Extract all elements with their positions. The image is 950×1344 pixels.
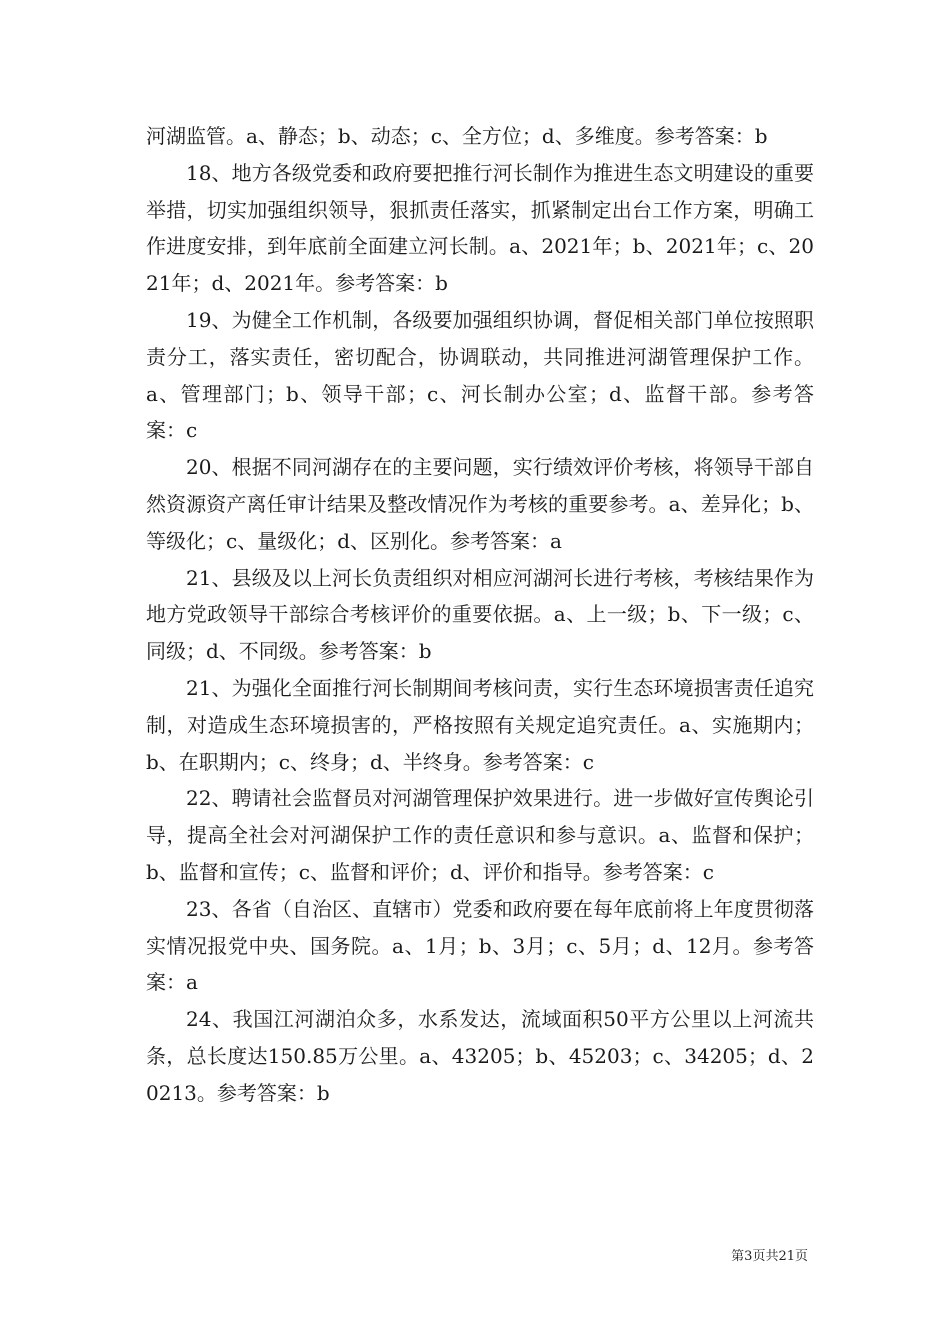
question-24: 24、我国江河湖泊众多，水系发达，流域面积50平方公里以上河流共条，总长度达150.85万公里。a、43205；b、45203；c、34205；d、20213。参考答案：b <box>146 1007 814 1105</box>
document-body <box>146 118 814 1112</box>
question-21-b: 21、为强化全面推行河长制期间考核问责，实行生态环境损害责任追究制，对造成生态环境损害的，严格按照有关规定追究责任。a、实施期内；b、在职期内；c、终身；d、半终身。参考答案：c <box>146 675 814 774</box>
question-22: 22、聘请社会监督员对河湖管理保护效果进行。进一步做好宣传舆论引导，提高全社会对河湖保护工作的责任意识和参与意识。a、监督和保护；b、监督和宣传；c、监督和评价；d、评价和指导。参考答案：c <box>146 786 814 884</box>
question-21-a: 21、县级及以上河长负责组织对相应河湖河长进行考核，考核结果作为地方党政领导干部综合考核评价的重要依据。a、上一级；b、下一级；c、同级；d、不同级。参考答案：b <box>146 565 814 664</box>
question-18: 18、地方各级党委和政府要把推行河长制作为推进生态文明建设的重要举措，切实加强组织领导，狠抓责任落实，抓紧制定出台工作方案，明确工作进度安排，到年底前全面建立河长制。a、2021年；b、2021年；c、2021年；d、2021年。参考答案：b <box>146 160 814 296</box>
question-19: 19、为健全工作机制，各级要加强组织协调，督促相关部门单位按照职责分工，落实责任，密切配合，协调联动，共同推进河湖管理保护工作。a、管理部门；b、领导干部；c、河长制办公室；d、监督干部。参考答案：c <box>146 307 814 443</box>
question-23: 23、各省（自治区、直辖市）党委和政府要在每年底前将上年度贯彻落实情况报党中央、国务院。a、1月；b、3月；c、5月；d、12月。参考答案：a <box>146 896 814 995</box>
page-number: 第3页共21页 <box>731 1249 808 1264</box>
question-20: 20、根据不同河湖存在的主要问题，实行绩效评价考核，将领导干部自然资源资产离任审计结果及整改情况作为考核的重要参考。a、差异化；b、等级化；c、量级化；d、区别化。参考答案：a <box>146 455 814 553</box>
paragraph-continuation: 河湖监管。a、静态；b、动态；c、全方位；d、多维度。参考答案：b <box>146 124 768 148</box>
